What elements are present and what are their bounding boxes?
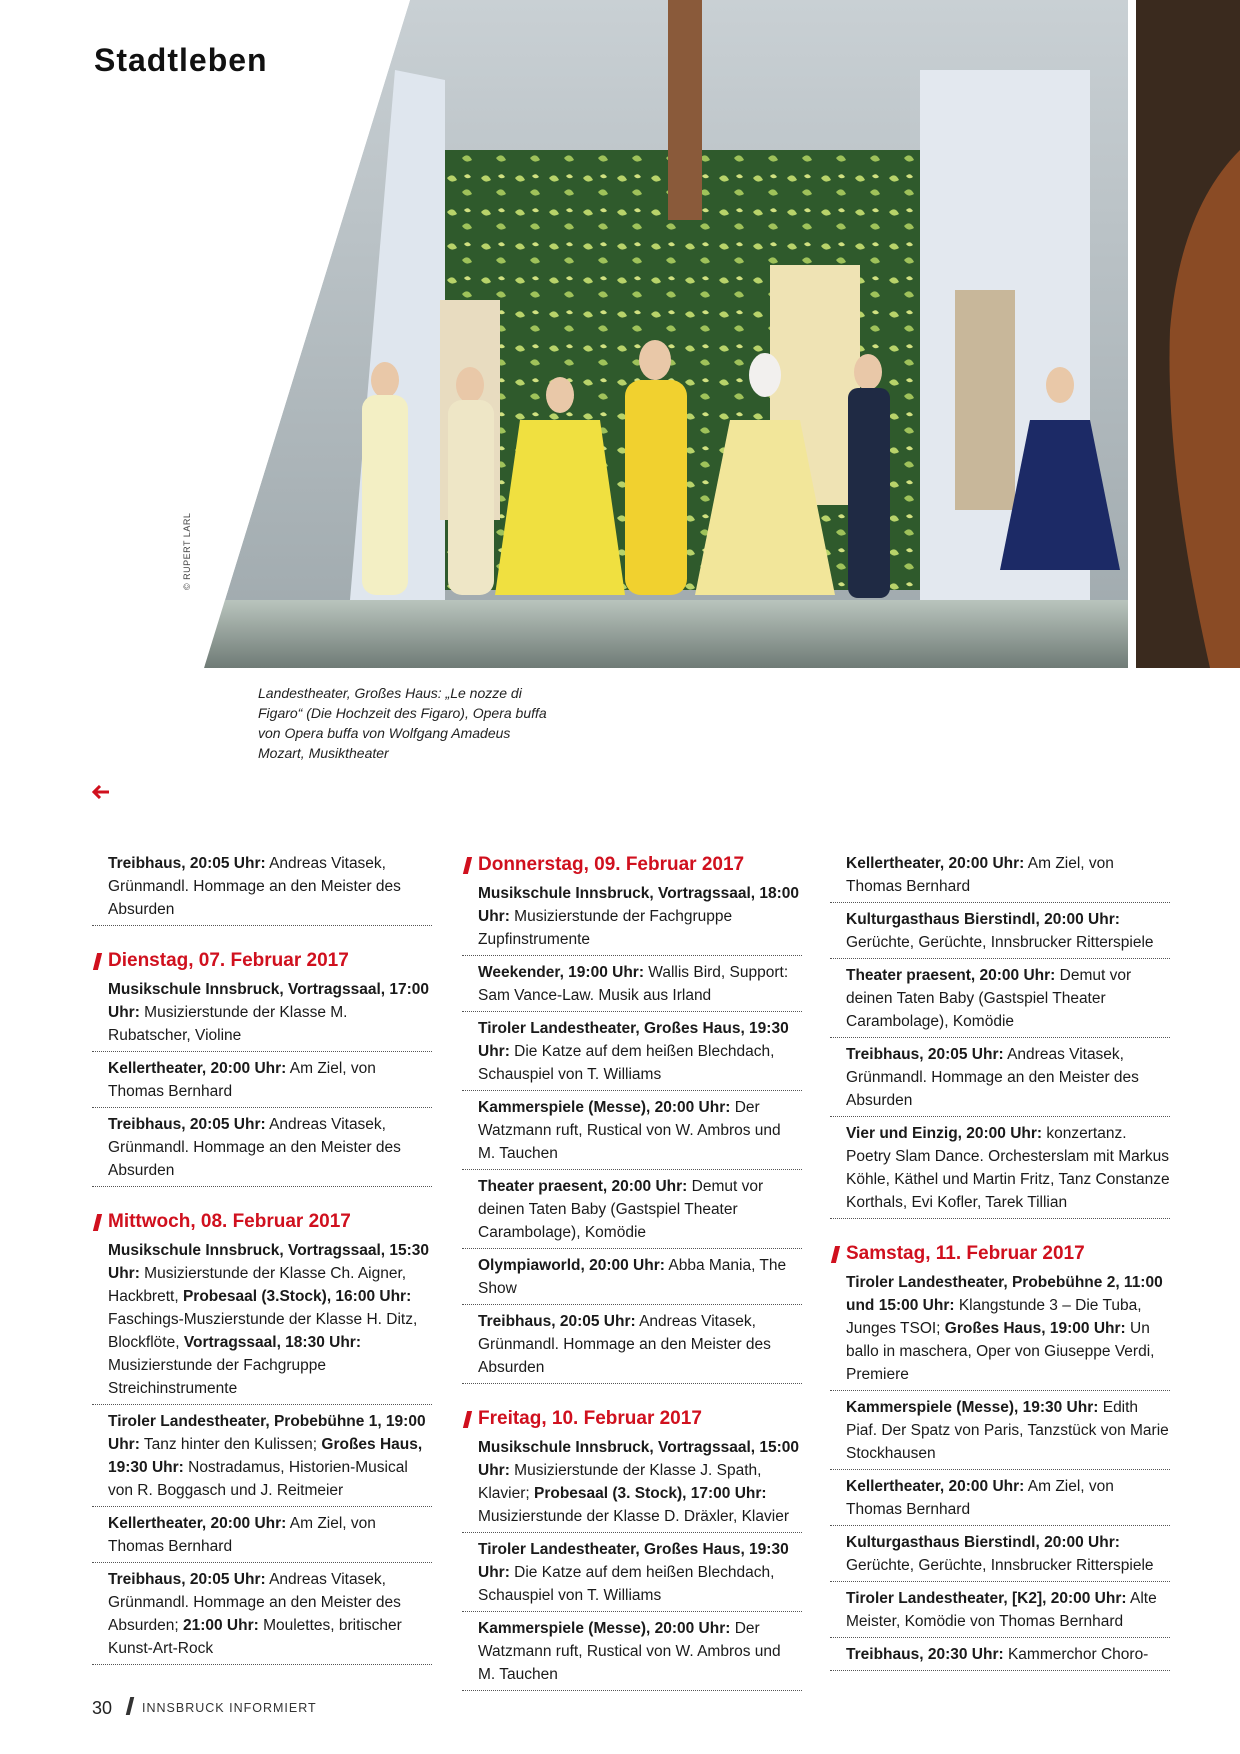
event-description: Faschings-Muszierstunde der Klasse H. Ditz, Blockflöte, — [108, 1311, 418, 1351]
event-venue-time: Musikschule Innsbruck, Vortragssaal, 15:30 Uhr: — [108, 1242, 430, 1282]
day-heading — [92, 1209, 432, 1235]
event-venue-time: Theater praesent, 20:00 Uhr: — [478, 1178, 688, 1195]
event-description: Musizierstunde der Klasse J. Spath, Klavier; — [478, 1462, 762, 1502]
event-column-2 — [462, 852, 802, 1696]
day-marker — [93, 953, 102, 970]
event-entry — [830, 1531, 1170, 1582]
event-venue-time: Treibhaus, 20:30 Uhr: — [846, 1646, 1004, 1663]
event-description: Musizierstunde der Klasse M. Rubatscher, Violine — [108, 1004, 348, 1044]
event-description: Musizierstunde der Klasse D. Dräxler, Klavier — [478, 1508, 789, 1525]
event-entry — [92, 1113, 432, 1187]
day-title: Dienstag, 07. Februar 2017 — [108, 950, 349, 971]
event-entry — [830, 1587, 1170, 1638]
event-description: Abba Mania, The Show — [478, 1257, 787, 1297]
event-venue-time: Weekender, 19:00 Uhr: — [478, 964, 644, 981]
day-marker — [93, 1214, 102, 1231]
event-entry — [830, 852, 1170, 903]
event-description: Klangstunde 3 – Die Tuba, Junges TSOI; — [846, 1297, 1142, 1337]
event-description: Musizierstunde der Fachgruppe Zupfinstrumente — [478, 908, 733, 948]
day-heading — [462, 852, 802, 878]
day-title: Samstag, 11. Februar 2017 — [846, 1243, 1085, 1264]
event-description: Un ballo in maschera, Oper von Giuseppe Verdi, Premiere — [846, 1320, 1155, 1383]
event-description: Edith Piaf. Der Spatz von Paris, Tanzstück von Marie Stockhausen — [846, 1399, 1169, 1462]
event-venue-time: 21:00 Uhr: — [182, 1617, 259, 1634]
event-entry — [462, 961, 802, 1012]
event-description: Der Watzmann ruft, Rustical von W. Ambros und M. Tauchen — [478, 1099, 781, 1162]
event-description: Andreas Vitasek, Grünmandl. Hommage an den Meister des Absurden — [478, 1313, 771, 1376]
event-description: Andreas Vitasek, Grünmandl. Hommage an den Meister des Absurden; — [108, 1571, 401, 1634]
day-marker — [463, 857, 472, 874]
back-arrow-icon[interactable] — [92, 785, 110, 799]
event-entry — [92, 978, 432, 1052]
event-entry — [92, 852, 432, 926]
day-title: Donnerstag, 09. Februar 2017 — [478, 854, 745, 875]
event-venue-time: Kulturgasthaus Bierstindl, 20:00 Uhr: — [846, 1534, 1120, 1551]
event-venue-time: Olympiaworld, 20:00 Uhr: — [478, 1257, 665, 1274]
event-entry — [462, 1175, 802, 1249]
event-entry — [462, 1538, 802, 1612]
event-venue-time: Großes Haus, 19:00 Uhr: — [944, 1320, 1126, 1337]
event-venue-time: Kellertheater, 20:00 Uhr: — [108, 1515, 287, 1532]
day-marker — [831, 1246, 840, 1263]
event-venue-time: Tiroler Landestheater, [K2], 20:00 Uhr: — [846, 1590, 1127, 1607]
event-venue-time: Vortragssaal, 18:30 Uhr: — [183, 1334, 361, 1351]
event-column-3 — [830, 852, 1170, 1676]
event-venue-time: Probesaal (3. Stock), 17:00 Uhr: — [534, 1485, 767, 1502]
event-entry — [830, 1475, 1170, 1526]
event-description: Am Ziel, von Thomas Bernhard — [108, 1515, 376, 1555]
event-venue-time: Theater praesent, 20:00 Uhr: — [846, 967, 1056, 984]
event-entry — [462, 1017, 802, 1091]
event-description: Andreas Vitasek, Grünmandl. Hommage an den Meister des Absurden — [108, 1116, 401, 1179]
event-description: Gerüchte, Gerüchte, Innsbrucker Ritterspiele — [846, 934, 1154, 951]
event-description: Kammerchor Choro- — [1003, 1646, 1149, 1663]
day-title: Mittwoch, 08. Februar 2017 — [108, 1211, 351, 1232]
event-description: Demut vor deinen Taten Baby (Gastspiel Theater Carambolage), Komödie — [478, 1178, 764, 1241]
event-entry — [830, 1396, 1170, 1470]
event-venue-time: Kammerspiele (Messe), 19:30 Uhr: — [846, 1399, 1099, 1416]
event-venue-time: Treibhaus, 20:05 Uhr: — [108, 1116, 266, 1133]
event-description: Gerüchte, Gerüchte, Innsbrucker Ritterspiele — [846, 1557, 1154, 1574]
event-venue-time: Musikschule Innsbruck, Vortragssaal, 17:00 Uhr: — [108, 981, 430, 1021]
event-entry — [92, 1057, 432, 1108]
event-venue-time: Tiroler Landestheater, Großes Haus, 19:30 Uhr: — [478, 1020, 789, 1060]
photo-caption: Landestheater, Großes Haus: „Le nozze di Figaro“ (Die Hochzeit des Figaro), Opera buffa von Opera buffa von Wolfgang Amadeus Mozart, Musiktheater — [258, 685, 547, 761]
event-venue-time: Kammerspiele (Messe), 20:00 Uhr: — [478, 1620, 731, 1637]
event-venue-time: Treibhaus, 20:05 Uhr: — [108, 1571, 266, 1588]
event-description: Demut vor deinen Taten Baby (Gastspiel Theater Carambolage), Komödie — [846, 967, 1132, 1030]
event-venue-time: Tiroler Landestheater, Großes Haus, 19:30 Uhr: — [478, 1541, 789, 1581]
event-description: Andreas Vitasek, Grünmandl. Hommage an den Meister des Absurden — [846, 1046, 1139, 1109]
event-entry — [92, 1512, 432, 1563]
event-entry — [462, 1436, 802, 1533]
event-venue-time: Kellertheater, 20:00 Uhr: — [846, 1478, 1025, 1495]
day-heading — [830, 1241, 1170, 1267]
event-entry — [830, 1271, 1170, 1391]
event-entry — [92, 1239, 432, 1405]
event-venue-time: Tiroler Landestheater, Probebühne 2, 11:00 und 15:00 Uhr: — [846, 1274, 1163, 1314]
photo-credit: © RUPERT LARL — [182, 512, 192, 590]
event-entry — [462, 1310, 802, 1384]
event-description: Musizierstunde der Fachgruppe Streichinstrumente — [108, 1357, 326, 1397]
event-venue-time: Tiroler Landestheater, Probebühne 1, 19:00 Uhr: — [108, 1413, 426, 1453]
event-entry — [830, 1043, 1170, 1117]
event-entry — [92, 1410, 432, 1507]
event-entry — [462, 1096, 802, 1170]
event-description: Musizierstunde der Klasse Ch. Aigner, Hackbrett, — [108, 1265, 407, 1305]
event-entry — [92, 1568, 432, 1665]
event-venue-time: Treibhaus, 20:05 Uhr: — [846, 1046, 1004, 1063]
event-entry — [830, 964, 1170, 1038]
event-description: Alte Meister, Komödie von Thomas Bernhard — [846, 1590, 1157, 1630]
event-venue-time: Vier und Einzig, 20:00 Uhr: — [846, 1125, 1043, 1142]
day-title: Freitag, 10. Februar 2017 — [478, 1408, 702, 1429]
event-venue-time: Kammerspiele (Messe), 20:00 Uhr: — [478, 1099, 731, 1116]
event-column-1 — [92, 852, 432, 1670]
event-entry — [830, 1643, 1170, 1671]
event-description: konzertanz. Poetry Slam Dance. Orchesterslam mit Markus Köhle, Käthel und Martin Fritz, Tanz Constanze Korthals, Evi Kofler, Tarek Tillian — [846, 1125, 1170, 1211]
event-entry — [462, 1254, 802, 1305]
event-description: Am Ziel, von Thomas Bernhard — [108, 1060, 376, 1100]
event-venue-time: Musikschule Innsbruck, Vortragssaal, 15:00 Uhr: — [478, 1439, 800, 1479]
event-venue-time: Großes Haus, 19:30 Uhr: — [108, 1436, 423, 1476]
footer-divider — [126, 1697, 134, 1715]
event-entry — [830, 908, 1170, 959]
event-venue-time: Treibhaus, 20:05 Uhr: — [108, 855, 266, 872]
event-entry — [462, 1617, 802, 1691]
event-description: Tanz hinter den Kulissen; — [139, 1436, 322, 1453]
event-venue-time: Kulturgasthaus Bierstindl, 20:00 Uhr: — [846, 911, 1120, 928]
publication-name: INNSBRUCK INFORMIERT — [142, 1701, 317, 1715]
event-description: Moulettes, britischer Kunst-Art-Rock — [108, 1617, 402, 1657]
day-marker — [463, 1411, 472, 1428]
event-description: Der Watzmann ruft, Rustical von W. Ambros und M. Tauchen — [478, 1620, 781, 1683]
day-heading — [92, 948, 432, 974]
section-title: Stadtleben — [94, 42, 268, 78]
event-venue-time: Musikschule Innsbruck, Vortragssaal, 18:00 Uhr: — [478, 885, 800, 925]
event-description: Die Katze auf dem heißen Blechdach, Schauspiel von T. Williams — [478, 1043, 775, 1083]
event-venue-time: Kellertheater, 20:00 Uhr: — [846, 855, 1025, 872]
event-venue-time: Kellertheater, 20:00 Uhr: — [108, 1060, 287, 1077]
page-number: 30 — [92, 1698, 113, 1718]
event-description: Die Katze auf dem heißen Blechdach, Schauspiel von T. Williams — [478, 1564, 775, 1604]
event-entry — [830, 1122, 1170, 1219]
day-heading — [462, 1406, 802, 1432]
event-description: Am Ziel, von Thomas Bernhard — [846, 855, 1114, 895]
event-description: Andreas Vitasek, Grünmandl. Hommage an den Meister des Absurden — [108, 855, 401, 918]
event-description: Wallis Bird, Support: Sam Vance-Law. Musik aus Irland — [478, 964, 789, 1004]
event-description: Am Ziel, von Thomas Bernhard — [846, 1478, 1114, 1518]
event-entry — [462, 882, 802, 956]
event-venue-time: Probesaal (3.Stock), 16:00 Uhr: — [182, 1288, 412, 1305]
event-description: Nostradamus, Historien-Musical von R. Boggasch und J. Reitmeier — [108, 1459, 408, 1499]
event-venue-time: Treibhaus, 20:05 Uhr: — [478, 1313, 636, 1330]
